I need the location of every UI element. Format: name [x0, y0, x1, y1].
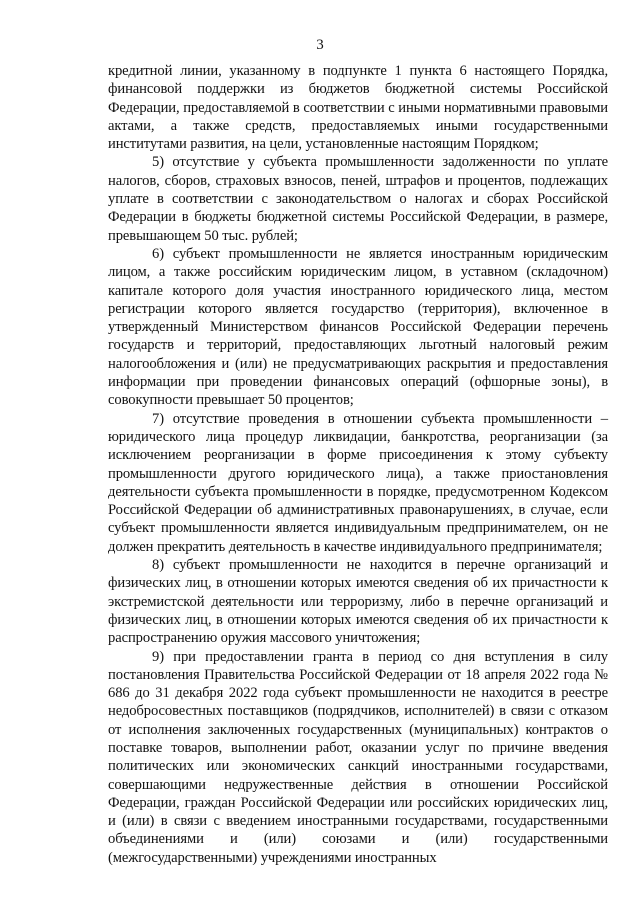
page-number: 3	[316, 37, 324, 53]
paragraph-item-9: 9) при предоставлении гранта в период со дня вступления в силу постановления Правительства Российской Федерации от 18 апреля 2022 года № 686 до 31 декабря 2022 года субъект промышленности не находится в реестре недобросовестных поставщиков (подрядчиков, исполнителей) в связи с отказом от исполнения заключенных государственных (муниципальных) контрактов о поставке товаров, выполнении работ, оказании услуг по причине введения политических или экономических санкций иностранными государствами, совершающими недружественные действия в отношении Российской Федерации, граждан Российской Федерации или российских юридических лиц, и (или) в связи с введением иностранными государствами, государственными объединениями и (или) союзами и (или) государственными (межгосударственными) учреждениями иностранных	[108, 648, 608, 866]
paragraph-item-5: 5) отсутствие у субъекта промышленности задолженности по уплате налогов, сборов, страховых взносов, пеней, штрафов и процентов, подлежащих уплате в соответствии с законодательством о налогах и сборах Российской Федерации в бюджеты бюджетной системы Российской Федерации, в размере, превышающем 50 тыс. рублей;	[108, 154, 608, 244]
paragraph-item-8: 8) субъект промышленности не находится в перечне организаций и физических лиц, в отношении которых имеются сведения об их причастности к экстремистской деятельности или терроризму, либо в перечне организаций и физических лиц, в отношении которых имеются сведения об их причастности к распространению оружия массового уничтожения;	[108, 557, 608, 647]
paragraph-item-6: 6) субъект промышленности не является иностранным юридическим лицом, а также российским юридическим лицом, в уставном (складочном) капитале которого доля участия иностранного юридического лица, местом регистрации которого является государство (территория), включенное в утвержденный Министерством финансов Российской Федерации перечень государств и территорий, предоставляющих льготный налоговый режим налогообложения и (или) не предусматривающих раскрытия и предоставления информации при проведении финансовых операций (офшорные зоны), в совокупности превышает 50 процентов;	[108, 245, 608, 409]
paragraph-continuation: кредитной линии, указанному в подпункте 1 пункта 6 настоящего Порядка, финансовой поддержки из бюджетов бюджетной системы Российской Федерации, предоставляемой в соответствии с иными нормативными правовыми актами, а также средств, предоставляемых иными государственными институтами развития, на цели, установленные настоящим Порядком;	[108, 63, 608, 153]
paragraph-item-7: 7) отсутствие проведения в отношении субъекта промышленности – юридического лица процедур ликвидации, банкротства, реорганизации (за исключением реорганизации в форме присоединения к этому субъекту промышленности другого юридического лица), а также приостановления деятельности субъекта промышленности в порядке, предусмотренном Кодексом Российской Федерации об административных правонарушениях, в случае, если субъект промышленности является индивидуальным предпринимателем, он не должен прекратить деятельность в качестве индивидуального предпринимателя;	[108, 410, 608, 555]
document-body	[108, 62, 608, 867]
